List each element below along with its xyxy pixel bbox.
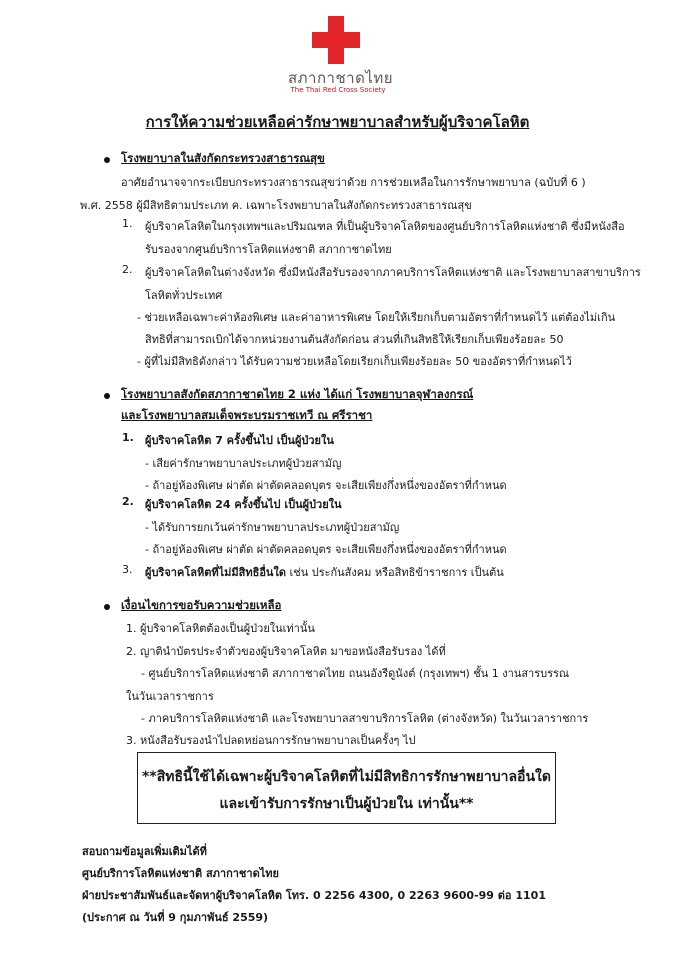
red-cross-logo-icon xyxy=(312,16,360,64)
section3-heading: เงื่อนไขการขอรับความช่วยเหลือ xyxy=(121,598,282,612)
notice-line2: และเข้ารับการรักษาเป็นผู้ป่วยใน เท่านั้น** xyxy=(219,796,474,812)
section1-item1-number: 1. xyxy=(122,217,133,230)
section2-heading-line2: และโรงพยาบาลสมเด็จพระบรมราชเทวี ณ ศรีราชา xyxy=(121,408,373,422)
footer-department-phone: ฝ่ายประชาสัมพันธ์และจัดหาผู้บริจาคโลหิต โทร. 0 2256 4300, 0 2263 9600-99 ต่อ 1101 xyxy=(82,889,546,902)
section2-item2: ผู้บริจาคโลหิต 24 ครั้งขึ้นไป เป็นผู้ป่วยใน xyxy=(145,498,342,511)
footer-contact-label: สอบถามข้อมูลเพิ่มเติมได้ที่ xyxy=(82,845,207,858)
section1-item2-line2: โลหิตทั่วประเทศ xyxy=(145,289,223,302)
section2-item1-sub2: - ถ้าอยู่ห้องพิเศษ ผ่าตัด ผ่าตัดคลอดบุตร จะเสียเพียงกึ่งหนึ่งของอัตราที่กำหนด xyxy=(145,479,507,492)
section2-item1-sub1: - เสียค่ารักษาพยาบาลประเภทผู้ป่วยสามัญ xyxy=(145,457,342,470)
notice-line1: **สิทธินี้ใช้ได้เฉพาะผู้บริจาคโลหิตที่ไม่มีสิทธิการรักษาพยาบาลอื่นใด xyxy=(142,769,551,785)
section2-item2-sub2: - ถ้าอยู่ห้องพิเศษ ผ่าตัด ผ่าตัดคลอดบุตร จะเสียเพียงกึ่งหนึ่งของอัตราที่กำหนด xyxy=(145,543,507,556)
page-title: การให้ความช่วยเหลือค่ารักษาพยาบาลสำหรับผู้บริจาคโลหิต xyxy=(145,113,530,131)
section3-item2-sub2: - ภาคบริการโลหิตแห่งชาติ และโรงพยาบาลสาขาบริการโลหิต (ต่างจังหวัด) ในวันเวลาราชการ xyxy=(141,712,589,725)
section1-sub1-line1: - ช่วยเหลือเฉพาะค่าห้องพิเศษ และค่าอาหารพิเศษ โดยให้เรียกเก็บตามอัตราที่กำหนดไว้ แต่ต้องไม่เกิน xyxy=(137,311,616,324)
logo-english-name: The Thai Red Cross Society xyxy=(290,86,386,94)
logo-thai-name: สภากาชาดไทย xyxy=(288,69,394,87)
section3-item1: 1. ผู้บริจาคโลหิตต้องเป็นผู้ป่วยในเท่านั้น xyxy=(126,622,315,635)
section1-item1-line2: รับรองจากศูนย์บริการโลหิตแห่งชาติ สภากาชาดไทย xyxy=(145,243,392,256)
bullet-icon xyxy=(104,393,110,399)
section2-item2-sub1: - ได้รับการยกเว้นค่ารักษาพยาบาลประเภทผู้ป่วยสามัญ xyxy=(145,521,400,534)
section1-item2-line1: ผู้บริจาคโลหิตในต่างจังหวัด ซึ่งมีหนังสือรับรองจากภาคบริการโลหิตแห่งชาติ และโรงพยาบาลสาขาบริการ xyxy=(145,266,641,279)
section1-item2-number: 2. xyxy=(122,263,133,276)
section3-item3: 3. หนังสือรับรองนำไปลดหย่อนการรักษาพยาบาลเป็นครั้งๆ ไป xyxy=(126,734,416,747)
section2-item1: ผู้บริจาคโลหิต 7 ครั้งขึ้นไป เป็นผู้ป่วยใน xyxy=(145,434,334,447)
section2-item3-rest: เช่น ประกันสังคม หรือสิทธิข้าราชการ เป็นต้น xyxy=(285,566,504,579)
section1-item1-line1: ผู้บริจาคโลหิตในกรุงเทพฯและปริมณฑล ที่เป็นผู้บริจาคโลหิตของศูนย์บริการโลหิตแห่งชาติ ซึ่งมีหนังสือ xyxy=(145,220,625,233)
section1-heading: โรงพยาบาลในสังกัดกระทรวงสาธารณสุข xyxy=(121,151,325,165)
bullet-icon xyxy=(104,604,110,610)
section1-sub1-line2: สิทธิที่สามารถเบิกได้จากหน่วยงานต้นสังกัดก่อน ส่วนที่เกินสิทธิให้เรียกเก็บเพียงร้อยละ 50 xyxy=(145,333,564,346)
section2-item3 xyxy=(145,563,504,581)
section2-item3-bold: ผู้บริจาคโลหิตที่ไม่มีสิทธิอื่นใด xyxy=(145,566,286,579)
footer-organization: ศูนย์บริการโลหิตแห่งชาติ สภากาชาดไทย xyxy=(82,867,279,880)
section2-item3-number: 3. xyxy=(122,563,133,576)
section2-item1-number: 1. xyxy=(122,431,134,444)
section2-heading-line1: โรงพยาบาลสังกัดสภากาชาดไทย 2 แห่ง ได้แก่ โรงพยาบาลจุฬาลงกรณ์ xyxy=(121,387,474,401)
section2-item2-number: 2. xyxy=(122,495,134,508)
section1-intro-line1: อาศัยอำนาจจากระเบียบกระทรวงสาธารณสุขว่าด้วย การช่วยเหลือในการรักษาพยาบาล (ฉบับที่ 6 ) xyxy=(121,176,586,189)
section1-sub2: - ผู้ที่ไม่มีสิทธิดังกล่าว ได้รับความช่วยเหลือโดยเรียกเก็บเพียงร้อยละ 50 ของอัตราที่กำหนดไว้ xyxy=(137,355,572,368)
section3-item2-sub1-line1: - ศูนย์บริการโลหิตแห่งชาติ สภากาชาดไทย ถนนอังรีดูนังต์ (กรุงเทพฯ) ชั้น 1 งานสารบรรณ xyxy=(141,667,570,680)
bullet-icon xyxy=(104,157,110,163)
section1-intro-line2: พ.ศ. 2558 ผู้มีสิทธิตามประเภท ค. เฉพาะโรงพยาบาลในสังกัดกระทรวงสาธารณสุข xyxy=(80,199,472,212)
footer-announcement-date: (ประกาศ ณ วันที่ 9 กุมภาพันธ์ 2559) xyxy=(82,911,269,924)
section3-item2: 2. ญาตินำบัตรประจำตัวของผู้บริจาคโลหิต มาขอหนังสือรับรอง ได้ที่ xyxy=(126,645,446,658)
section3-item2-sub1-line2: ในวันเวลาราชการ xyxy=(126,690,214,703)
notice-box xyxy=(137,752,556,824)
